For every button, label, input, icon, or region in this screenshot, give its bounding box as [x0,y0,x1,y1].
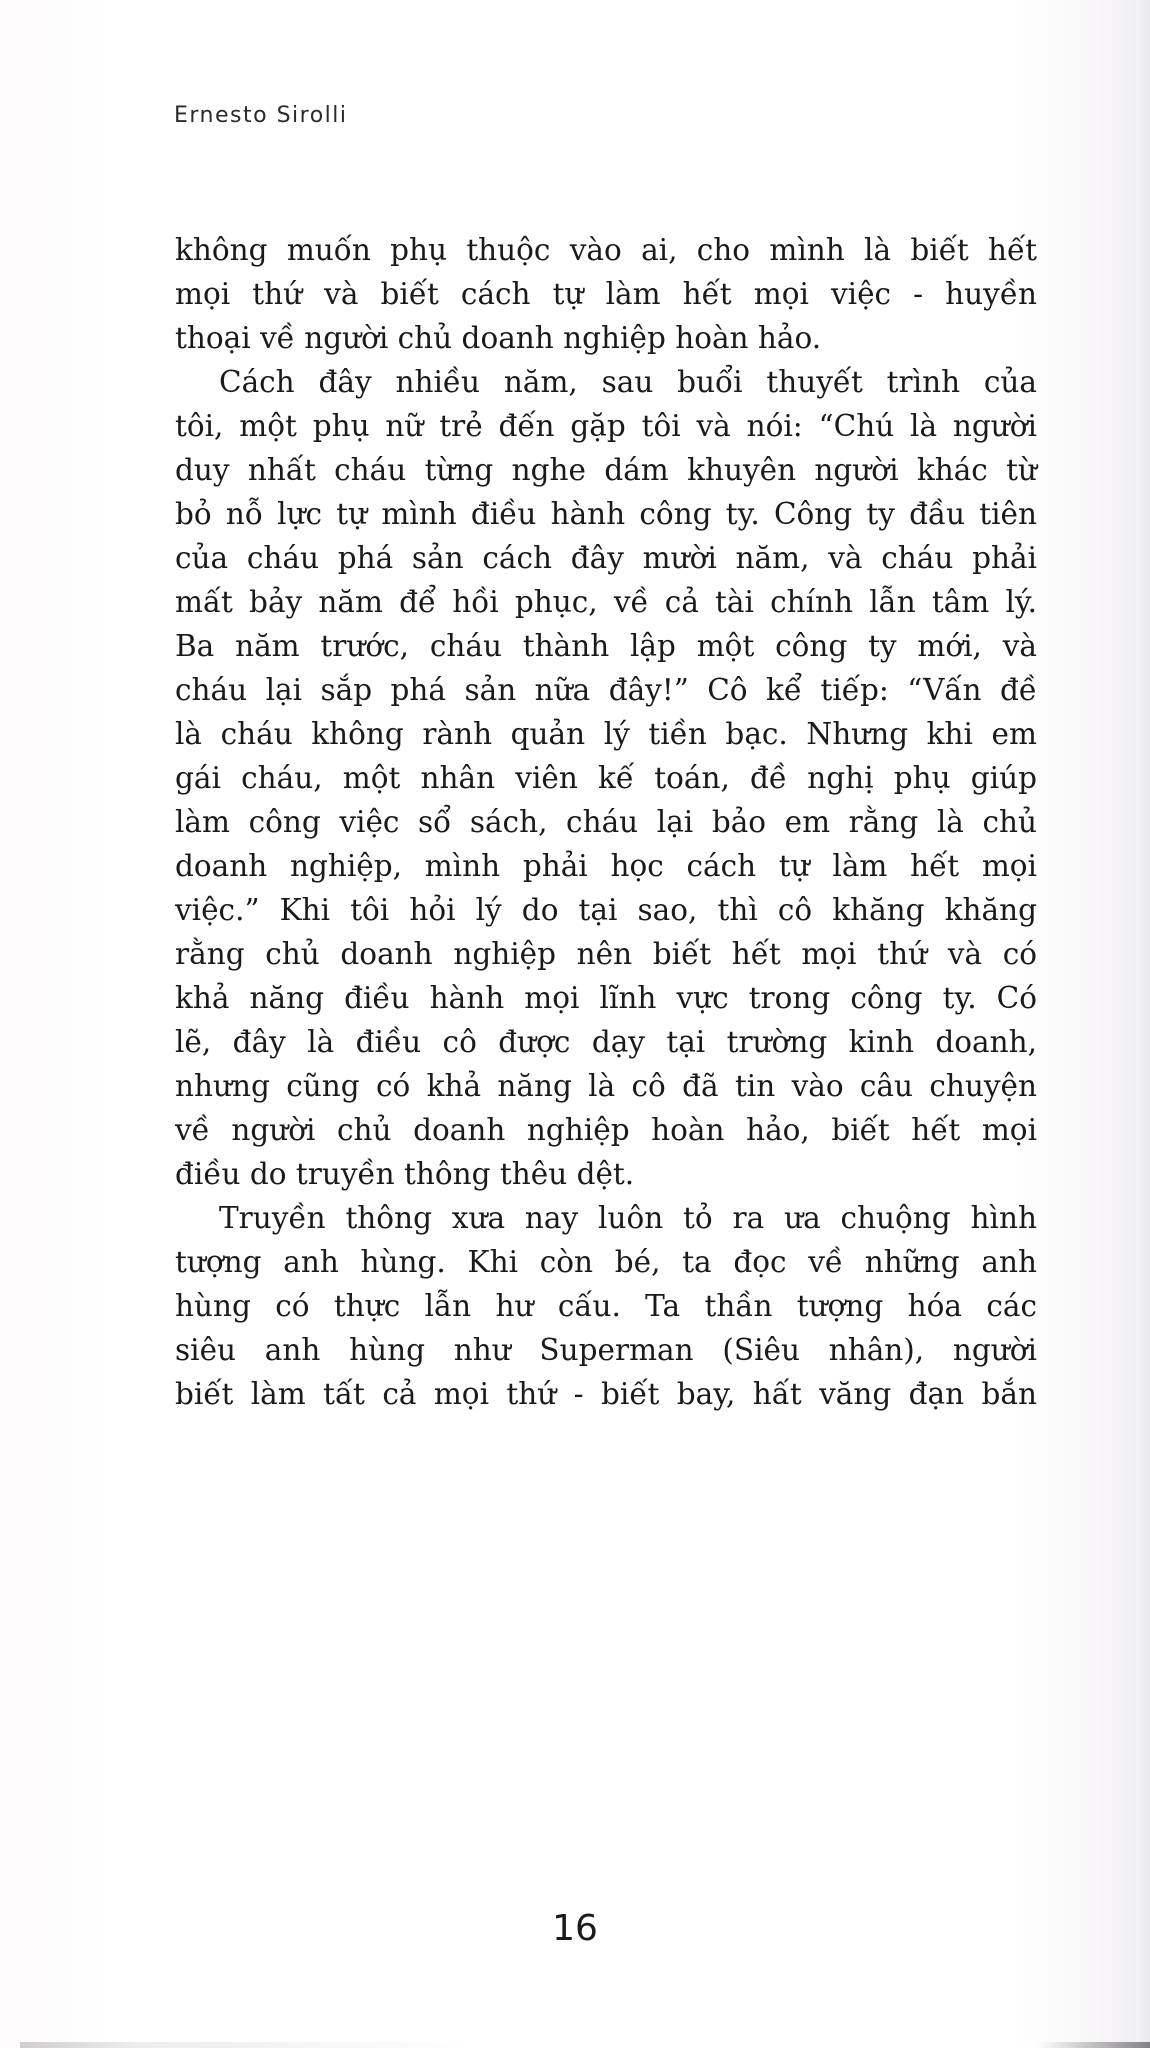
text-line: mọi thứ và biết cách tự làm hết mọi việc - huyền [175,277,1037,311]
paragraph [175,360,1037,1196]
text-line: Cách đây nhiều năm, sau buổi thuyết trình của [219,365,1037,399]
text-line: thoại về người chủ doanh nghiệp hoàn hảo. [175,321,822,355]
text-line: duy nhất cháu từng nghe dám khuyên người khác từ [175,453,1037,487]
text-line: nhưng cũng có khả năng là cô đã tin vào câu chuyện [175,1069,1037,1103]
text-line: lẽ, đây là điều cô được dạy tại trường kinh doanh, [175,1025,1037,1059]
text-line: rằng chủ doanh nghiệp nên biết hết mọi thứ và có [175,937,1037,971]
text-line: hùng có thực lẫn hư cấu. Ta thần tượng hóa các [175,1289,1037,1323]
page-edge-bottom [20,2042,1150,2048]
text-line: việc.” Khi tôi hỏi lý do tại sao, thì cô khăng khăng [175,893,1037,927]
text-line: doanh nghiệp, mình phải học cách tự làm hết mọi [175,849,1037,883]
paragraph [175,1196,1037,1416]
text-line: Truyền thông xưa nay luôn tỏ ra ưa chuộng hình [219,1201,1037,1235]
text-line: mất bảy năm để hồi phục, về cả tài chính lẫn tâm lý. [175,585,1037,619]
text-line: của cháu phá sản cách đây mười năm, và cháu phải [175,541,1037,575]
text-line: không muốn phụ thuộc vào ai, cho mình là biết hết [175,233,1037,267]
text-line: bỏ nỗ lực tự mình điều hành công ty. Công ty đầu tiên [175,497,1037,531]
text-line: gái cháu, một nhân viên kế toán, đề nghị phụ giúp [175,761,1037,795]
paragraph [175,228,1037,360]
text-line: khả năng điều hành mọi lĩnh vực trong công ty. Có [175,981,1037,1015]
text-line: điều do truyền thông thêu dệt. [175,1157,635,1191]
text-line: biết làm tất cả mọi thứ - biết bay, hất văng đạn bắn [175,1377,1037,1411]
text-line: về người chủ doanh nghiệp hoàn hảo, biết hết mọi [175,1113,1037,1147]
text-line: làm công việc sổ sách, cháu lại bảo em rằng là chủ [175,805,1037,839]
text-line: siêu anh hùng như Superman (Siêu nhân), người [175,1333,1037,1367]
running-header-author: Ernesto Sirolli [174,103,348,128]
text-line: Ba năm trước, cháu thành lập một công ty mới, và [175,629,1037,663]
text-line: là cháu không rành quản lý tiền bạc. Nhưng khi em [175,717,1037,751]
text-line: tượng anh hùng. Khi còn bé, ta đọc về những anh [175,1245,1037,1279]
page-edge-right [1136,0,1150,2048]
text-line: cháu lại sắp phá sản nữa đây!” Cô kể tiếp: “Vấn đề [175,673,1037,707]
text-line: tôi, một phụ nữ trẻ đến gặp tôi và nói: “Chú là người [175,409,1037,443]
body-text [175,228,1037,1416]
page-number: 16 [552,1908,598,1949]
